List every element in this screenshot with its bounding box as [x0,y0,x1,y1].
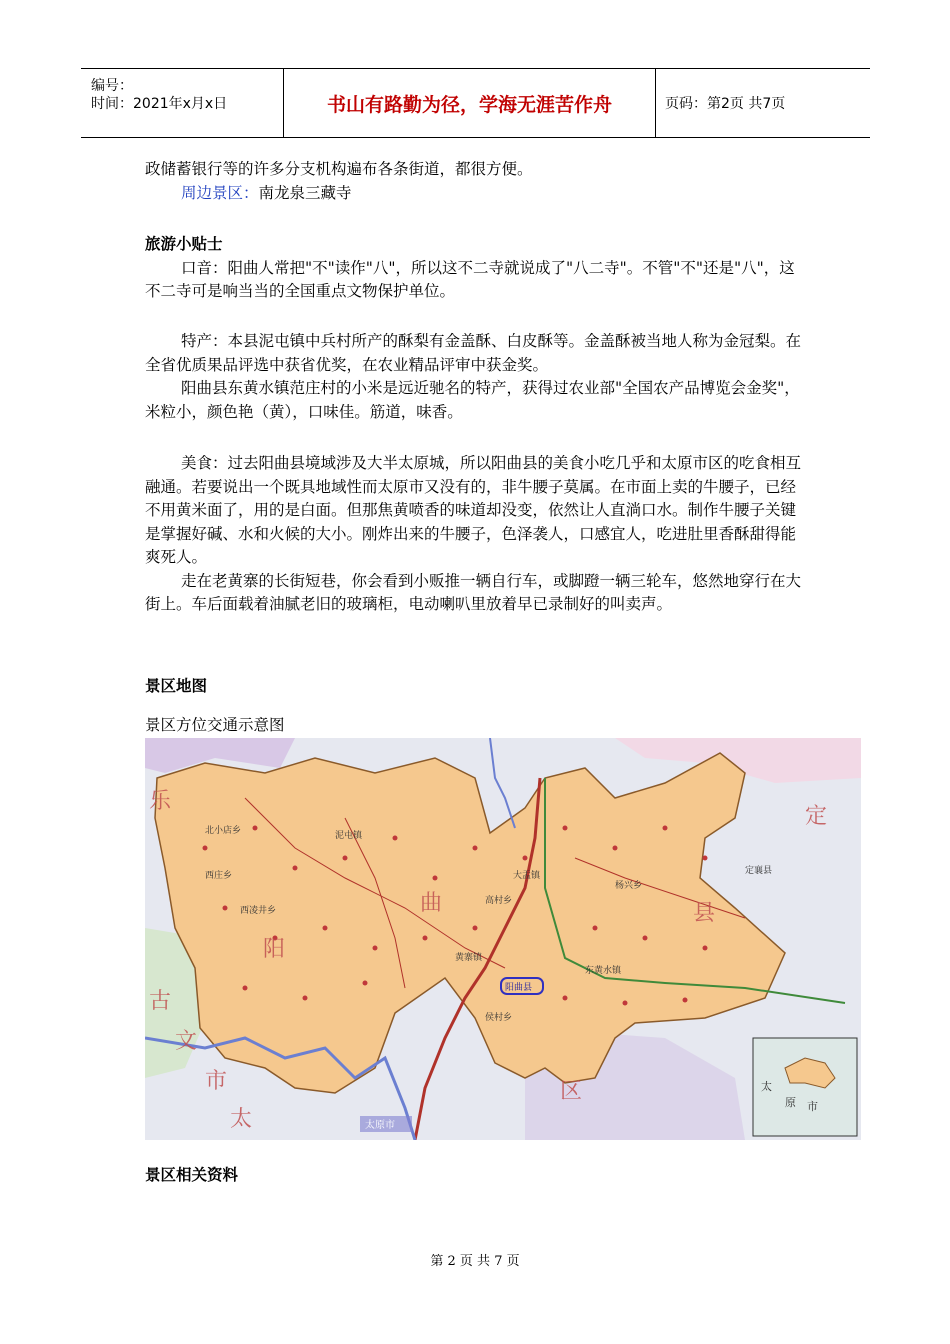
label-houcun: 侯村乡 [485,1013,513,1023]
map-heading: 景区地图 [145,677,208,695]
label-gaocun: 高村乡 [485,896,513,906]
label-beixiao: 北小店乡 [205,826,242,836]
label-county-qu: 曲 [420,891,443,916]
tip-accent: 口音：阳曲人常把"不"读作"八"，所以这不二寺就说成了"八二寺"。不管"不"还是"八"，这不二寺可是响当当的全国重点文物保护单位。 [145,258,795,300]
map-graphic [145,738,861,1140]
label-shi: 市 [205,1069,228,1094]
map-caption-wrap [145,714,807,738]
intro-line: 政储蓄银行等的许多分支机构遍布各条街道，都很方便。 [145,160,533,178]
label-county-xian: 县 [693,901,716,926]
related-section-title [145,1164,807,1188]
inset-label-tai: 太 [761,1080,772,1093]
header-motto: 书山有路勤为径，学海无涯苦作舟 [284,69,656,137]
map-caption: 景区方位交通示意图 [145,716,285,734]
tip-specialty-2: 阳曲县东黄水镇范庄村的小米是远近驰名的特产，获得过农业部"全国农产品博览会金奖"，米粒小，颜色艳（黄），口味佳。筋道，味香。 [145,379,800,421]
nearby-value: 南龙泉三藏寺 [258,183,352,202]
label-county-seat: 阳曲县 [505,983,533,993]
label-ding: 定 [805,804,828,829]
label-nitun: 泥屯镇 [335,831,363,841]
nearby-attractions [145,182,807,206]
nearby-label: 周边景区： [181,183,259,202]
page-header [81,68,870,138]
label-donghuangshui: 东黄水镇 [585,966,622,976]
food-section [145,452,807,617]
label-le: 乐 [149,789,172,814]
map-section-title [145,675,807,699]
label-xiling: 西凌井乡 [240,906,277,916]
label-qu-district: 区 [560,1079,583,1104]
label-xizhuang: 西庄乡 [205,871,233,881]
inset-map [753,1038,857,1136]
related-heading: 景区相关资料 [145,1166,239,1184]
label-tai: 太 [230,1107,253,1132]
scenic-area-map [145,738,861,1140]
tips-heading: 旅游小贴士 [145,235,223,253]
number-label: 编号： [91,78,133,94]
tips-section [145,233,807,304]
tip-food-1: 美食：过去阳曲县境域涉及大半太原城，所以阳曲县的美食小吃几乎和太原市区的吃食相互融通。若要说出一个既具地域性而太原市又没有的，非牛腰子莫属。在市面上卖的牛腰子，已经不用黄米面了，用的是白面。但那焦黄喷香的味道却没变，依然让人直淌口水。制作牛腰子关键是掌握好碱、水和火候的大小。刚炸出来的牛腰子，色泽袭人，口感宜人，吃进肚里香酥甜得能爽死人。 [145,454,802,566]
inset-label-shi: 市 [807,1100,818,1113]
label-dingxiang: 定襄县 [745,866,773,876]
tip-food-2: 走在老黄寨的长街短巷，你会看到小贩推一辆自行车，或脚蹬一辆三轮车，悠然地穿行在大街上。车后面载着油腻老旧的玻璃柜，电动喇叭里放着早已录制好的叫卖声。 [145,571,802,613]
page-footer: 第 2 页 共 7 页 [430,1254,520,1269]
label-gu: 古 [149,989,172,1014]
label-huangzhai: 黄寨镇 [455,953,483,963]
inset-label-yuan: 原 [785,1096,796,1109]
specialty-section [145,330,807,424]
header-meta-cell [81,69,284,137]
label-yangxing: 杨兴乡 [615,881,643,891]
tip-specialty-1: 特产：本县泥屯镇中兵村所产的酥梨有金盖酥、白皮酥等。金盖酥被当地人称为金冠梨。在全省优质果品评选中获省优奖，在农业精品评审中获金奖。 [145,332,802,374]
label-wen: 文 [175,1029,198,1054]
label-taiyuan-city: 太原市 [365,1120,395,1131]
time-label: 时间：2021年x月x日 [91,96,228,112]
label-county-yang: 阳 [263,937,286,962]
label-dayu: 大盂镇 [513,871,541,881]
header-page-info: 页码：第2页 共7页 [665,96,786,112]
body-block-top [145,158,807,205]
